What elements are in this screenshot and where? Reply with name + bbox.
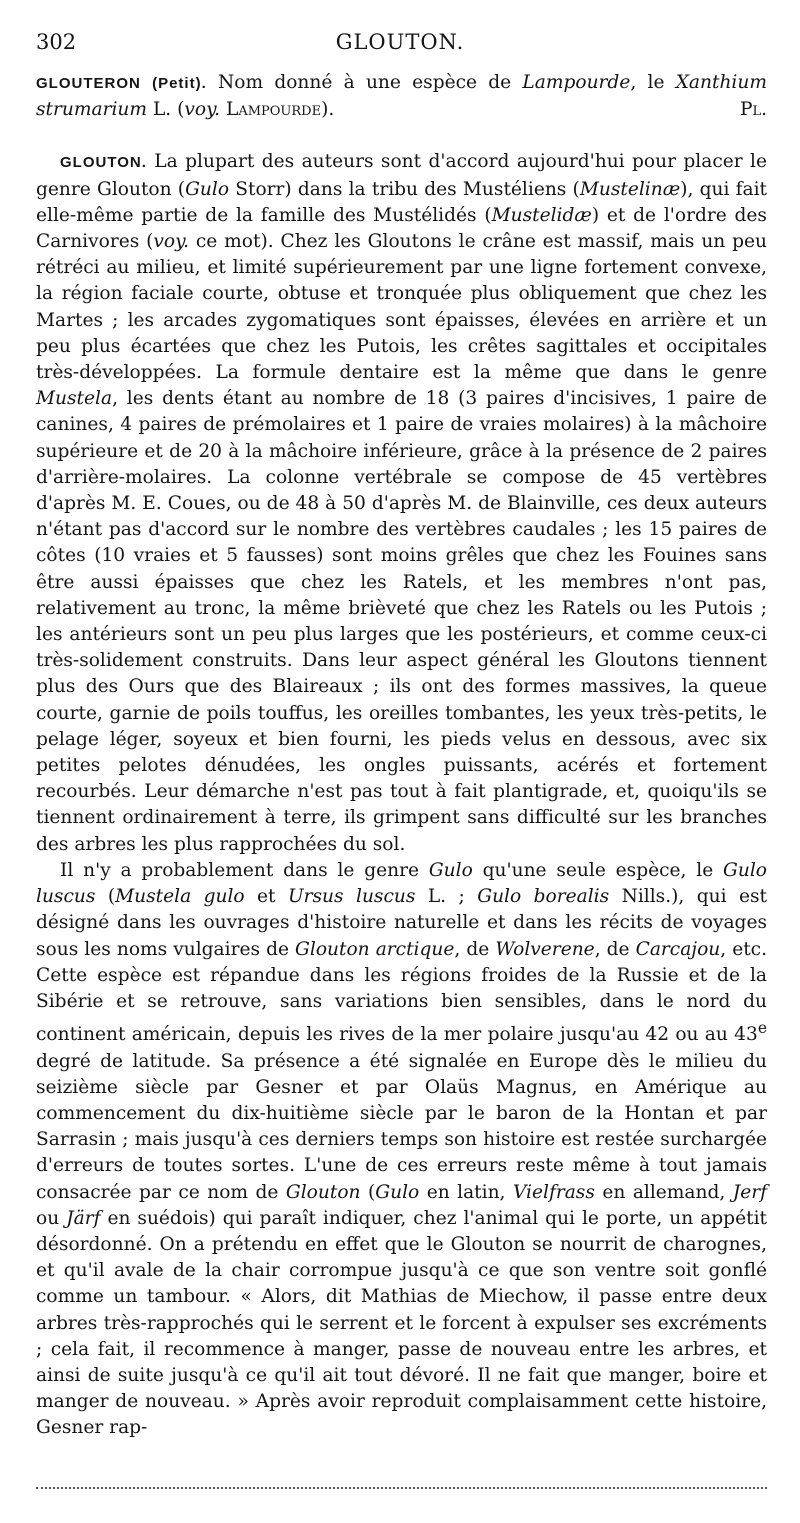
entry-text: ou (36, 1207, 67, 1229)
entry-italic: voy. (184, 99, 221, 121)
entry-italic: Vielfrass (512, 1181, 595, 1203)
running-title: GLOUTON. (335, 30, 465, 54)
dotted-rule (36, 1487, 767, 1489)
entry-text: Il n'y a probablement dans le genre (60, 859, 429, 881)
author-signature: Pl. (739, 99, 767, 121)
entry-italic: Gulo borealis (477, 886, 610, 908)
entry-text: L. ( (147, 99, 185, 121)
entry-text: ) et de l'ordre des Carnivores ( (36, 204, 767, 253)
entry-italic: Ursus luscus (287, 886, 416, 908)
page-number: 302 (36, 30, 77, 54)
entry-italic: Mustela (36, 388, 113, 410)
entry-text: et (244, 886, 288, 908)
entry-text: , de (454, 938, 496, 960)
entry-glouton-paragraph-1 (36, 149, 767, 857)
cross-reference: Lampourde (225, 99, 322, 121)
entry-text: , de (594, 938, 636, 960)
entry-text: Storr) dans la tribu des Mustéliens ( (229, 178, 580, 200)
entry-text: en allemand, (594, 1181, 733, 1203)
entry-italic: voy. (153, 231, 190, 253)
entry-italic: Glouton (285, 1181, 361, 1203)
page-body (36, 70, 767, 1442)
entry-glouton-paragraph-2 (36, 858, 767, 1442)
entry-text: , etc. Cette espèce est répandue dans les régions froides de la Russie et de la Sibérie et se retrouve, sans variations bien sensibles, dans le nord du continent américain, depuis les rives de la mer polaire jusqu'au 42 ou au 43 (36, 938, 768, 1046)
entry-text: La plupart des auteurs sont d'accord aujourd'hui pour placer le genre Glouton ( (36, 151, 767, 200)
entry-italic: Gulo luscus (36, 859, 767, 908)
entry-glouteron (36, 70, 767, 123)
entry-italic: Gulo (185, 178, 230, 200)
entry-italic: Gulo (375, 1181, 420, 1203)
entry-text: ce mot). Chez les Gloutons le crâne est massif, mais un peu rétréci au milieu, et limité supérieurement par une ligne fortement convexe, la région faciale courte, obtuse et tronquée plus obliquement que chez les Martes ; les arcades zygomatiques sont épaisses, élevées en arrière et un peu plus écartées que chez les Putois, les crêtes sagittales et occipitales très-développées. La formule dentaire est la même que dans le genre (36, 231, 768, 384)
entry-text: en suédois) qui paraît indiquer, chez l'animal qui le porte, un appétit désordonné. On a prétendu en effet que le Glouton se nourrit de charognes, et qu'il avale de la chair corrompue jusqu'à ce que son ventre soit gonflé comme un tambour. « Alors, dit Mathias de Miechow, il passe entre deux arbres très-rapprochés qui le serrent et le forcent à expulser ses excréments ; cela fait, il recommence à manger, passe de nouveau entre les arbres, et ainsi de suite jusqu'à ce qu'il ait tout dévoré. Il ne fait que manger, boire et manger de nouveau. » Après avoir reproduit complaisamment cette histoire, Gesner rap- (36, 1207, 767, 1439)
headword-glouteron: GLOUTERON (36, 75, 141, 92)
entry-text: Nom donné à une espèce de (206, 72, 523, 93)
entry-text: degré de latitude. Sa présence a été signalée en Europe dès le milieu du seizième siècle par Gesner et par Olaüs Magnus, en Amérique au commencement du dix-huitième siècle par le baron de la Hontan et par Sarrasin ; mais jusqu'à ces derniers temps son histoire est restée surchargée d'erreurs de toutes sortes. L'une de ces erreurs reste même à tout jamais consacrée par ce nom de (36, 1050, 767, 1203)
entry-italic: Wolverene (495, 938, 595, 960)
entry-text: qu'une seule espèce, le (472, 859, 724, 881)
entry-italic: Xanthium strumarium (36, 72, 767, 121)
entry-text: ), qui fait elle-même partie de la famille des Mustélidés ( (36, 178, 767, 226)
entry-italic: Mustelinæ (579, 178, 681, 200)
entry-text: ( (360, 1181, 376, 1203)
entry-text: ( (95, 886, 116, 908)
entry-text: L. ; (415, 886, 478, 908)
entry-italic: Mustela gulo (115, 886, 245, 908)
headword-qualifier: (Petit). (152, 75, 207, 92)
entry-italic: Gulo (428, 859, 473, 881)
superscript: e (757, 1019, 767, 1038)
entry-italic: Lampourde (522, 72, 631, 93)
entry-italic: Jerf (732, 1181, 768, 1203)
entry-italic: Glouton arctique (295, 938, 455, 960)
entry-italic: Järf (66, 1207, 101, 1229)
entry-text: en latin, (419, 1181, 513, 1203)
headword-glouton: GLOUTON. (60, 154, 147, 172)
entry-italic: Mustelidæ (491, 204, 592, 226)
entry-text: Nills.), qui est désigné dans les ouvrages d'histoire naturelle et dans les récits de voyages sous les noms vulgaires de (36, 886, 767, 960)
entry-italic: Carcajou (635, 938, 721, 960)
entry-text: ). (321, 99, 335, 121)
entry-text: , les dents étant au nombre de 18 (3 paires d'incisives, 1 paire de canines, 4 paires de prémolaires et 1 paire de vraies molaires) à la mâchoire supérieure et de 20 à la mâchoire inférieure, grâce à la présence de 2 paires d'arrière-molaires. La colonne vertébrale se compose de 45 vertèbres d'après M. E. Coues, ou de 48 à 50 d'après M. de Blainville, ces deux auteurs n'étant pas d'accord sur le nombre des vertèbres caudales ; les 15 paires de côtes (10 vraies et 5 fausses) sont moins grêles que chez les Fouines sans être aussi épaisses que chez les Ratels, et les membres n'ont pas, relativement au tronc, la même brièveté que chez les Ratels ou les Putois ; les antérieurs sont un peu plus larges que les postérieurs, et comme ceux-ci très-solidement construits. Dans leur aspect général les Gloutons tiennent plus des Ours que des Blaireaux ; ils ont des formes massives, la queue courte, garnie de poils touffus, les oreilles tombantes, les yeux très-petits, le pelage léger, soyeux et bien fourni, les pieds velus en dessous, avec six petites pelotes dénudées, les ongles puissants, acérés et fortement recourbés. Leur démarche n'est pas tout à fait plantigrade, et, quoiqu'ils se tiennent ordinairement à terre, ils grimpent sans difficulté sur les branches des arbres les plus rapprochées du sol. (36, 388, 767, 855)
entry-text: , le (630, 72, 676, 93)
